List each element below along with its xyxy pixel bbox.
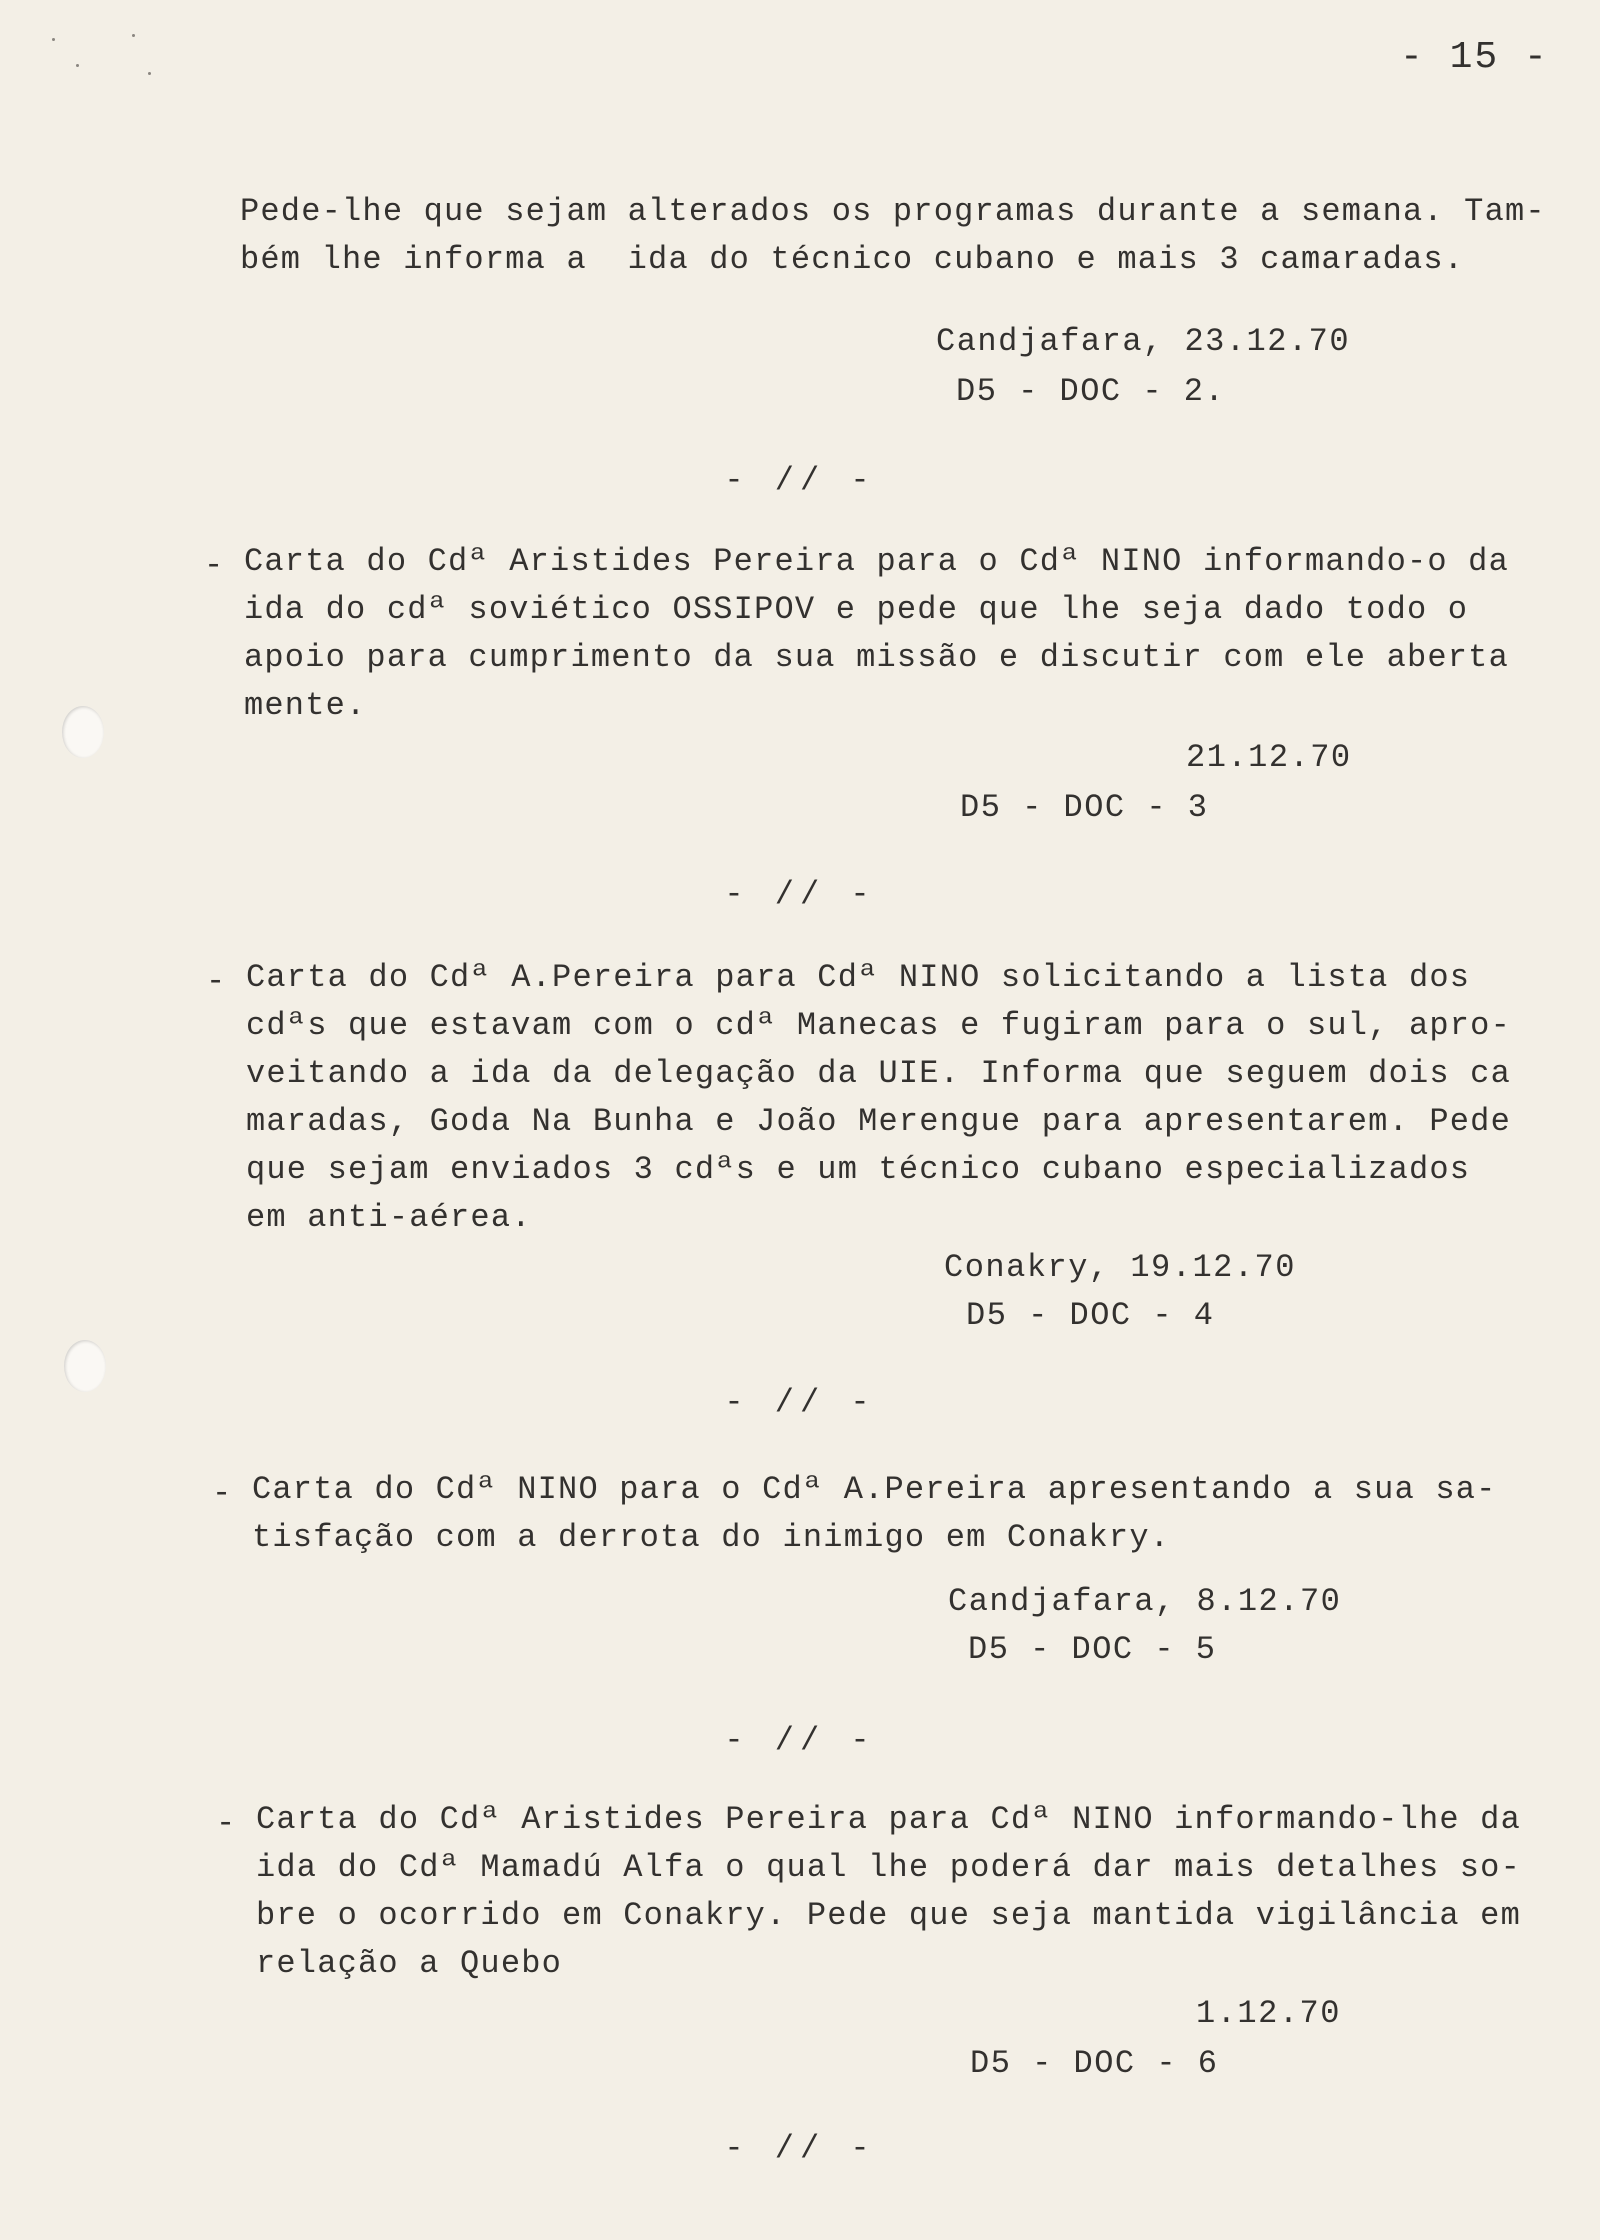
entry-place-date: Conakry, 19.12.70 [944,1249,1296,1286]
entry-text-line: que sejam enviados 3 cdªs e um técnico cubano especializados [246,1151,1471,1188]
entry-text-line: tisfação com a derrota do inimigo em Conakry. [252,1519,1171,1556]
entry-text-line: ida do cdª soviético OSSIPOV e pede que lhe seja dado todo o [244,591,1469,628]
page-number: - 15 - [1400,36,1549,79]
entry-bullet: - [206,963,226,1000]
entry-doc-ref: D5 - DOC - 4 [966,1297,1215,1334]
entry-bullet: - [216,1805,236,1842]
entry-bullet: - [212,1475,232,1512]
section-separator: - // - [724,2130,876,2167]
entry-doc-ref: D5 - DOC - 6 [970,2045,1219,2082]
entry-text-line: Carta do Cdª A.Pereira para Cdª NINO solicitando a lista dos [246,959,1471,996]
entry-text-line: ida do Cdª Mamadú Alfa o qual lhe poderá dar mais detalhes so- [256,1849,1521,1886]
entry-place-date: 1.12.70 [1196,1995,1341,2032]
entry-text-line: Pede-lhe que sejam alterados os programas durante a semana. Tam- [240,193,1546,230]
entry-text-line: bém lhe informa a ida do técnico cubano e mais 3 camaradas. [240,241,1465,278]
entry-text-line: cdªs que estavam com o cdª Manecas e fugiram para o sul, apro- [246,1007,1511,1044]
entry-text-line: apoio para cumprimento da sua missão e discutir com ele aberta [244,639,1509,676]
entry-text-line: mente. [244,687,367,724]
paper-speck [132,34,135,37]
entry-text-line: veitando a ida da delegação da UIE. Informa que seguem dois ca [246,1055,1511,1092]
paper-speck [148,72,151,75]
entry-text-line: relação a Quebo [256,1945,563,1982]
entry-doc-ref: D5 - DOC - 2. [956,373,1226,410]
entry-text-line: maradas, Goda Na Bunha e João Merengue para apresentarem. Pede [246,1103,1511,1140]
entry-text-line: Carta do Cdª Aristides Pereira para Cdª NINO informando-lhe da [256,1801,1521,1838]
section-separator: - // - [724,1384,876,1421]
section-separator: - // - [724,1722,876,1759]
entry-text-line: Carta do Cdª Aristides Pereira para o Cdª NINO informando-o da [244,543,1509,580]
section-separator: - // - [724,462,876,499]
entry-place-date: 21.12.70 [1186,739,1352,776]
entry-place-date: Candjafara, 23.12.70 [936,323,1351,360]
section-separator: - // - [724,876,876,913]
punch-hole [62,706,104,758]
entry-doc-ref: D5 - DOC - 5 [968,1631,1217,1668]
paper-speck [76,64,79,67]
entry-place-date: Candjafara, 8.12.70 [948,1583,1342,1620]
paper-speck [52,38,55,41]
entry-text-line: Carta do Cdª NINO para o Cdª A.Pereira apresentando a sua sa- [252,1471,1497,1508]
entry-text-line: em anti-aérea. [246,1199,532,1236]
entry-text-line: bre o ocorrido em Conakry. Pede que seja mantida vigilância em [256,1897,1521,1934]
entry-bullet: - [204,547,224,584]
punch-hole [64,1340,106,1392]
entry-doc-ref: D5 - DOC - 3 [960,789,1209,826]
